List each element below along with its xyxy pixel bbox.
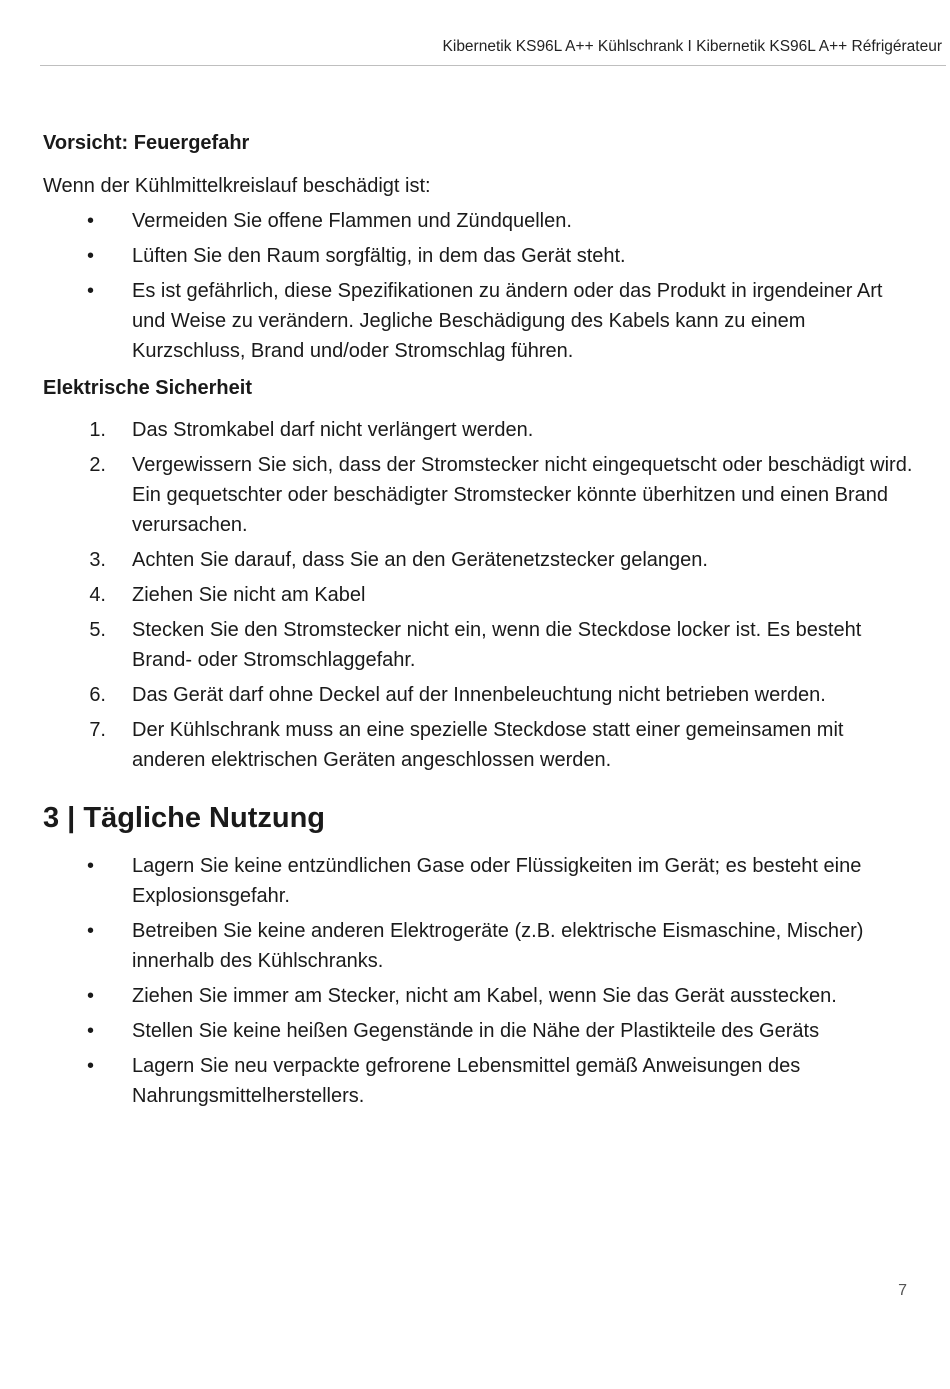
list-item [43, 981, 913, 1011]
list-item-number: 7. [89, 719, 106, 741]
list-item-text: Das Gerät darf ohne Deckel auf der Innenbeleuchtung nicht betrieben werden. [132, 684, 826, 706]
list-item-number: 3. [89, 549, 106, 571]
list-item-text: Der Kühlschrank muss an eine spezielle Steckdose statt einer gemeinsamen mit anderen elektrischen Geräten angeschlossen werden. [132, 719, 844, 771]
list-item-text: Vergewissern Sie sich, dass der Stromstecker nicht eingequetscht oder beschädigt wird. Ein gequetschter oder beschädigter Stromstecker könnte überhitzen und einen Brand verursachen. [132, 454, 913, 536]
list-item [43, 1016, 913, 1046]
list-item [43, 1051, 913, 1111]
list-item [43, 241, 913, 271]
bullet-icon: • [87, 245, 95, 267]
list-item [43, 450, 913, 540]
list-item-text: Vermeiden Sie offene Flammen und Zündquellen. [132, 210, 572, 232]
list-item-number: 2. [89, 454, 106, 476]
chapter-heading: 3 | Tägliche Nutzung [43, 802, 326, 834]
list-item [43, 580, 913, 610]
list-item-number: 4. [89, 584, 106, 606]
list-item-number: 6. [89, 684, 106, 706]
list-item [43, 206, 913, 236]
list-item-text: Das Stromkabel darf nicht verlängert werden. [132, 419, 534, 441]
bullet-icon: • [87, 920, 95, 942]
list-item-text: Stecken Sie den Stromstecker nicht ein, wenn die Steckdose locker ist. Es besteht Brand- oder Stromschlaggefahr. [132, 619, 862, 671]
list-item [43, 680, 913, 710]
header-divider [40, 65, 946, 66]
page-number: 7 [898, 1282, 907, 1299]
list-item [43, 545, 913, 575]
fire-warning-heading: Vorsicht: Feuergefahr [43, 132, 250, 154]
list-item [43, 415, 913, 445]
list-item [43, 916, 913, 976]
list-item-text: Ziehen Sie immer am Stecker, nicht am Kabel, wenn Sie das Gerät ausstecken. [132, 985, 837, 1007]
list-item [43, 276, 913, 366]
list-item-text: Betreiben Sie keine anderen Elektrogeräte (z.B. elektrische Eismaschine, Mischer) innerhalb des Kühlschranks. [132, 920, 864, 972]
list-item-text: Lagern Sie keine entzündlichen Gase oder Flüssigkeiten im Gerät; es besteht eine Explosionsgefahr. [132, 855, 862, 907]
list-item-number: 1. [89, 419, 106, 441]
bullet-icon: • [87, 985, 95, 1007]
bullet-icon: • [87, 855, 95, 877]
bullet-icon: • [87, 210, 95, 232]
list-item [43, 851, 913, 911]
list-item-text: Lagern Sie neu verpackte gefrorene Lebensmittel gemäß Anweisungen des Nahrungsmittelherstellers. [132, 1055, 801, 1107]
electrical-safety-list [43, 415, 913, 775]
daily-use-list [43, 851, 913, 1111]
bullet-icon: • [87, 1020, 95, 1042]
fire-warning-list [43, 206, 913, 366]
running-header: Kibernetik KS96L A++ Kühlschrank I Kibernetik KS96L A++ Réfrigérateur [442, 38, 942, 55]
list-item-text: Ziehen Sie nicht am Kabel [132, 584, 366, 606]
bullet-icon: • [87, 1055, 95, 1077]
list-item-text: Lüften Sie den Raum sorgfältig, in dem das Gerät steht. [132, 245, 626, 267]
list-item-text: Achten Sie darauf, dass Sie an den Gerätenetzstecker gelangen. [132, 549, 708, 571]
list-item-text: Stellen Sie keine heißen Gegenstände in die Nähe der Plastikteile des Geräts [132, 1020, 820, 1042]
list-item-text: Es ist gefährlich, diese Spezifikationen zu ändern oder das Produkt in irgendeiner Art und Weise zu verändern. Jegliche Beschädigung des Kabels kann zu einem Kurzschluss, Brand und/oder Stromschlag führen. [132, 280, 883, 362]
fire-warning-intro: Wenn der Kühlmittelkreislauf beschädigt ist: [43, 175, 431, 197]
list-item [43, 715, 913, 775]
bullet-icon: • [87, 280, 95, 302]
list-item [43, 615, 913, 675]
page-content [43, 128, 913, 1116]
electrical-safety-heading: Elektrische Sicherheit [43, 377, 252, 399]
list-item-number: 5. [89, 619, 106, 641]
